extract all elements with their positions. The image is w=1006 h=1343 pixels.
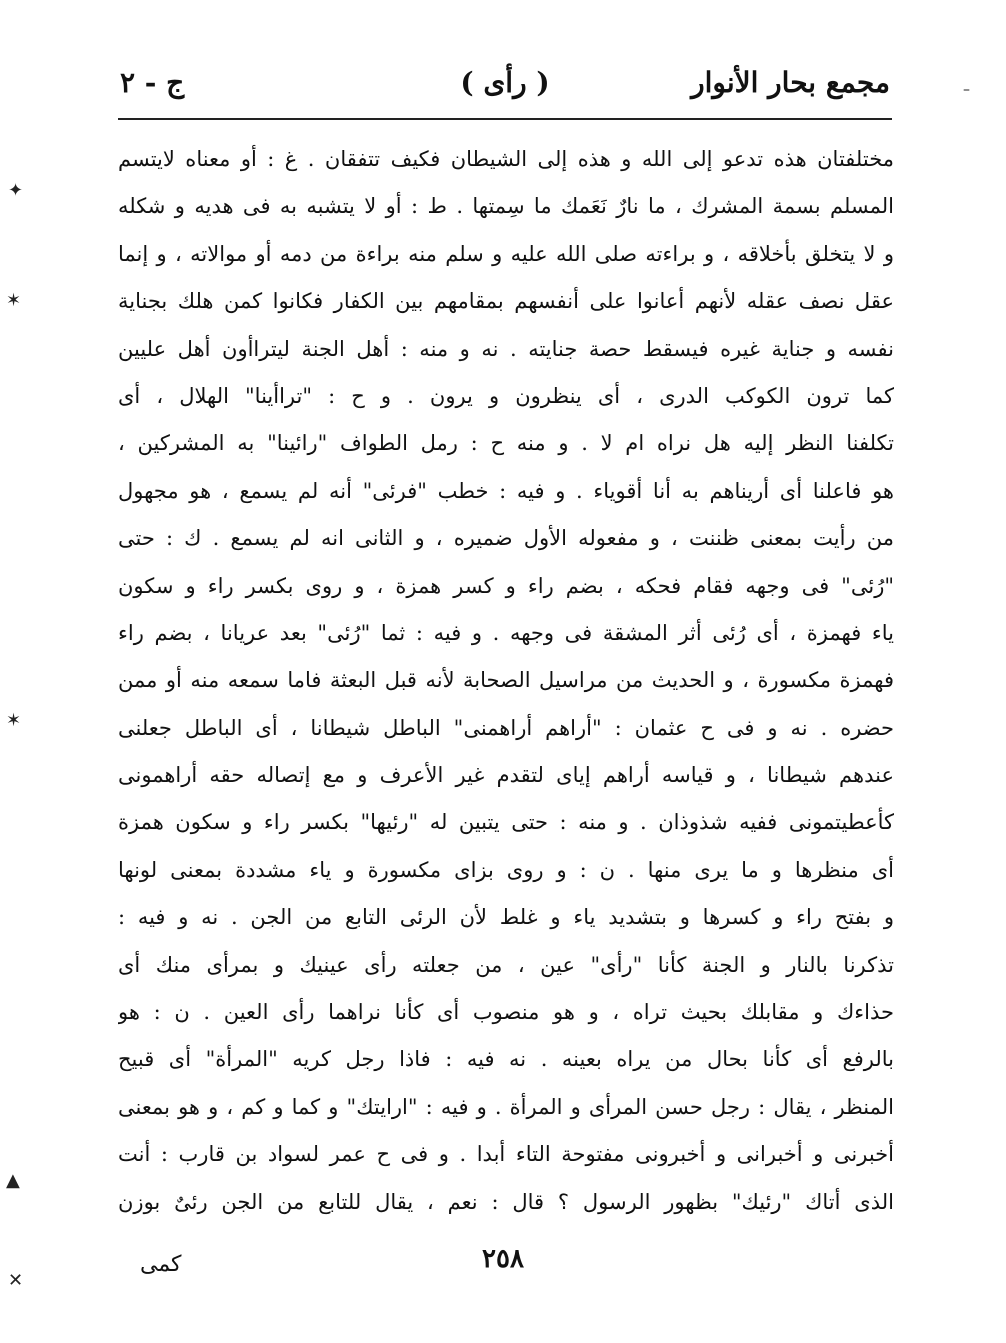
text-line: ياء فهمزة ، أى رُئى أثر المشقة فى وجهه . و فيه : ثما "رُئى" بعد عريانا ، بضم راء (118, 620, 894, 645)
root-word-heading: ( رأى ) (460, 66, 550, 99)
margin-mark-icon: ✶ (6, 290, 22, 311)
text-line: حذاءك و مقابلك بحيث تراه ، و هو منصوب أى كأنا نراهما رأى العين . ن : هو (118, 1000, 894, 1025)
catchword: كمى (140, 1252, 182, 1277)
text-line: مختلفتان هذه تدعو إلى الله و هذه إلى الشيطان فكيف تتفقان . غ : أو معناه لايتسم (118, 147, 894, 171)
margin-mark-icon: ✶ (6, 710, 22, 731)
text-line: كأعطيتمونى ففيه شذوذان . و منه : حتى يتبين له "رئيها" بكسر راء و سكون همزة (118, 810, 894, 835)
text-line: من رأيت بمعنى ظننت ، و مفعوله الأول ضميره ، و الثانى انه لم يسمع . ك : حتى (118, 526, 894, 551)
text-line: و لا يتخلق بأخلاقه ، و براءته صلى الله عليه و سلم منه براءة من دمه أو موالاته ، و إنما (118, 241, 894, 266)
body-text (118, 136, 894, 1226)
margin-mark-icon: ▲ (6, 1170, 20, 1191)
text-line: فهمزة مكسورة ، و الحديث من مراسيل الصحابة لأنه قبل البعثة فاما سمعه منه أو ممن (118, 668, 894, 693)
text-line: عندهم شيطانا ، و قياسه أراهم إياى لتقدم غير الأعرف و مع إتصاله حقه أراهمونى (118, 763, 894, 788)
text-line: أى منظرها و ما يرى منها . ن : و روى بزاى مكسورة و ياء مشددة بمعنى لونها (118, 857, 894, 882)
margin-mark-icon: ✦ (8, 180, 24, 201)
text-line: المنظر ، يقال : رجل حسن المرأى و المرأة . و فيه : "ارايتك" و كما و كم ، و هو بمعنى (118, 1094, 894, 1119)
text-line: و بفتح راء و كسرها و بتشديد ياء و غلط لأن الرئى التابع من الجن . نه و فيه : (118, 905, 894, 930)
text-line: عقل نصف عقله لأنهم أعانوا على أنفسهم بمقامهم بين الكفار فكانوا كمن هلك بجناية (118, 289, 894, 314)
book-title: مجمع بحار الأنوار (691, 66, 890, 99)
text-line: بالرفع أى كأنا بحال من يراه بعينه . نه فيه : فاذا رجل كريه "المرأة" أى قبيح (118, 1047, 894, 1072)
text-line: تذكرنا بالنار و الجنة كأنا "رأى" عين ، من جعلته رأى عينيك و بمرأى منك أى (118, 952, 894, 977)
volume-label: ج - ٢ (120, 66, 185, 99)
text-line: المسلم بسمة المشرك ، ما نارٌ نَعَمك ما سِمتها . ط : أو لا يتشبه به فى هديه و شكله (118, 194, 894, 219)
text-line: كما ترون الكوكب الدرى ، أى ينظرون و يرون . و ح : "تراأينا" الهلال ، أى (118, 383, 894, 408)
text-line: حضره . نه و فى ح عثمان : "أراهم أراهمنى" الباطل شيطانا ، أى الباطل جعلنى (118, 715, 894, 740)
text-line: "رُئى" فى وجهه فقام فحكه ، بضم راء و كسر همزة ، و روى بكسر راء و سكون (118, 573, 894, 598)
text-line: هو فاعلنا أى أريناهم به أنا أقوياء . و فيه : خطب "فرئى" أنه لم يسمع ، هو مجهول (118, 478, 894, 503)
running-header (120, 62, 890, 106)
text-line: تكلفنا النظر إليه هل نراه ام لا . و منه ح : رمل الطواف "رائينا" به المشركين ، (118, 431, 894, 456)
text-line: أخبرنى و أخبرانى و أخبرونى مفتوحة التاء أبدا . و فى ح عمر لسواد بن قارب : أنت (118, 1142, 894, 1167)
page-number: ٢٥٨ (482, 1244, 524, 1274)
header-rule (118, 118, 892, 120)
text-line: الذى أتاك "رئيك" بظهور الرسول ؟ قال : نعم ، يقال للتابع من الجن رئىٌ بوزن (118, 1189, 894, 1214)
margin-dash-icon: – (963, 82, 970, 98)
margin-mark-icon: ✕ (8, 1270, 24, 1291)
text-line: نفسه و جناية غيره فيسقط حصة جنايته . نه و منه : أهل الجنة ليتراأون أهل عليين (118, 336, 894, 361)
